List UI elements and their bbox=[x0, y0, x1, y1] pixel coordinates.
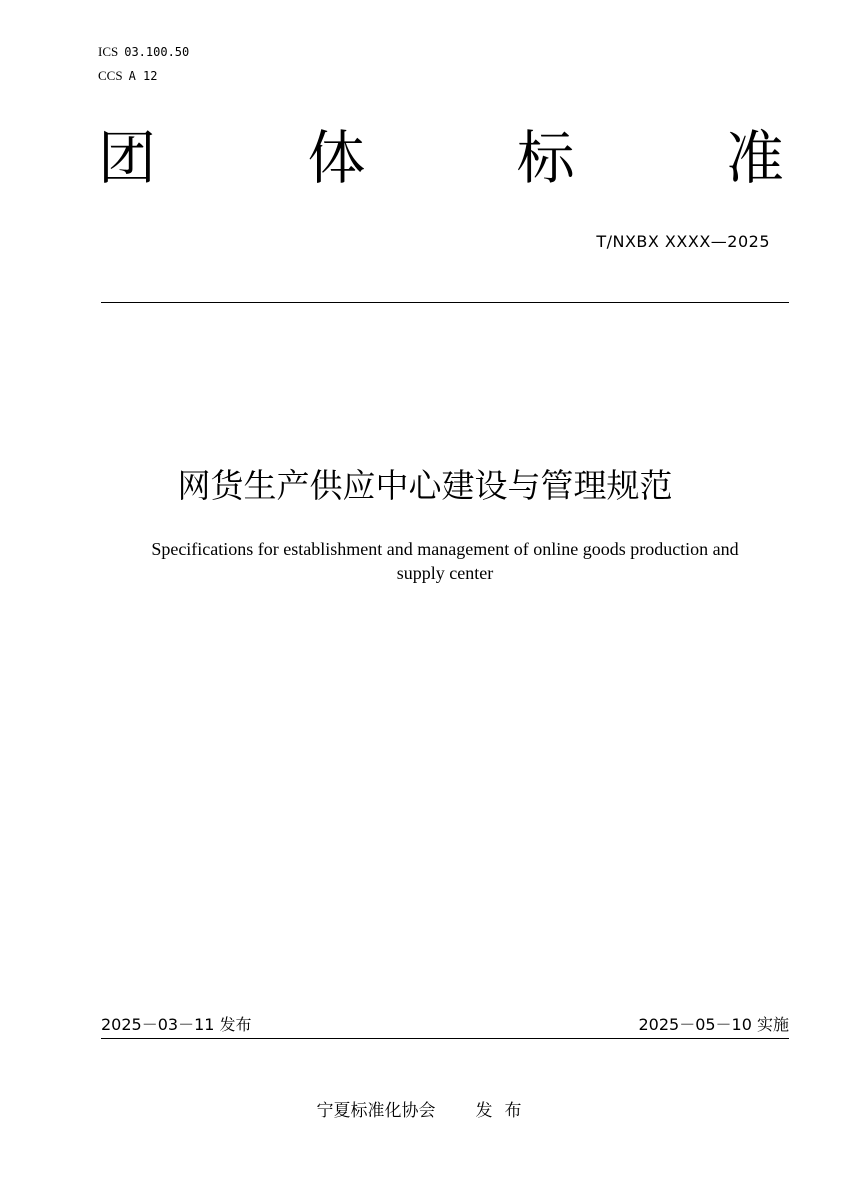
issue-date: 2025－03－11 发布 bbox=[101, 1015, 252, 1034]
standard-type-char: 准 bbox=[725, 124, 784, 192]
ics-value: 03.100.50 bbox=[124, 45, 190, 59]
ics-label: ICS bbox=[98, 44, 119, 59]
standard-type-char: 标 bbox=[516, 124, 575, 192]
english-title-line: supply center bbox=[396, 563, 494, 583]
standard-type-char: 体 bbox=[307, 124, 366, 192]
classification-codes bbox=[98, 40, 189, 88]
ics-code-row bbox=[98, 40, 189, 64]
document-title-english bbox=[110, 537, 780, 585]
standard-number: T/NXBX XXXX—2025 bbox=[596, 232, 770, 251]
ccs-code-row bbox=[98, 64, 189, 88]
bottom-divider bbox=[101, 1038, 789, 1039]
standard-type-char: 团 bbox=[98, 124, 157, 192]
document-title-chinese: 网货生产供应中心建设与管理规范 bbox=[177, 466, 673, 505]
publisher-name: 宁夏标准化协会 bbox=[316, 1101, 436, 1121]
publish-action: 发布 bbox=[475, 1101, 534, 1121]
english-title-line: Specifications for establishment and management of online goods production and bbox=[151, 539, 739, 559]
implementation-date: 2025－05－10 实施 bbox=[638, 1015, 789, 1034]
publisher-line bbox=[0, 1097, 850, 1125]
ccs-label: CCS bbox=[98, 68, 123, 83]
top-divider bbox=[101, 302, 789, 303]
ccs-value: A 12 bbox=[128, 69, 158, 83]
standard-type-heading bbox=[98, 118, 784, 198]
